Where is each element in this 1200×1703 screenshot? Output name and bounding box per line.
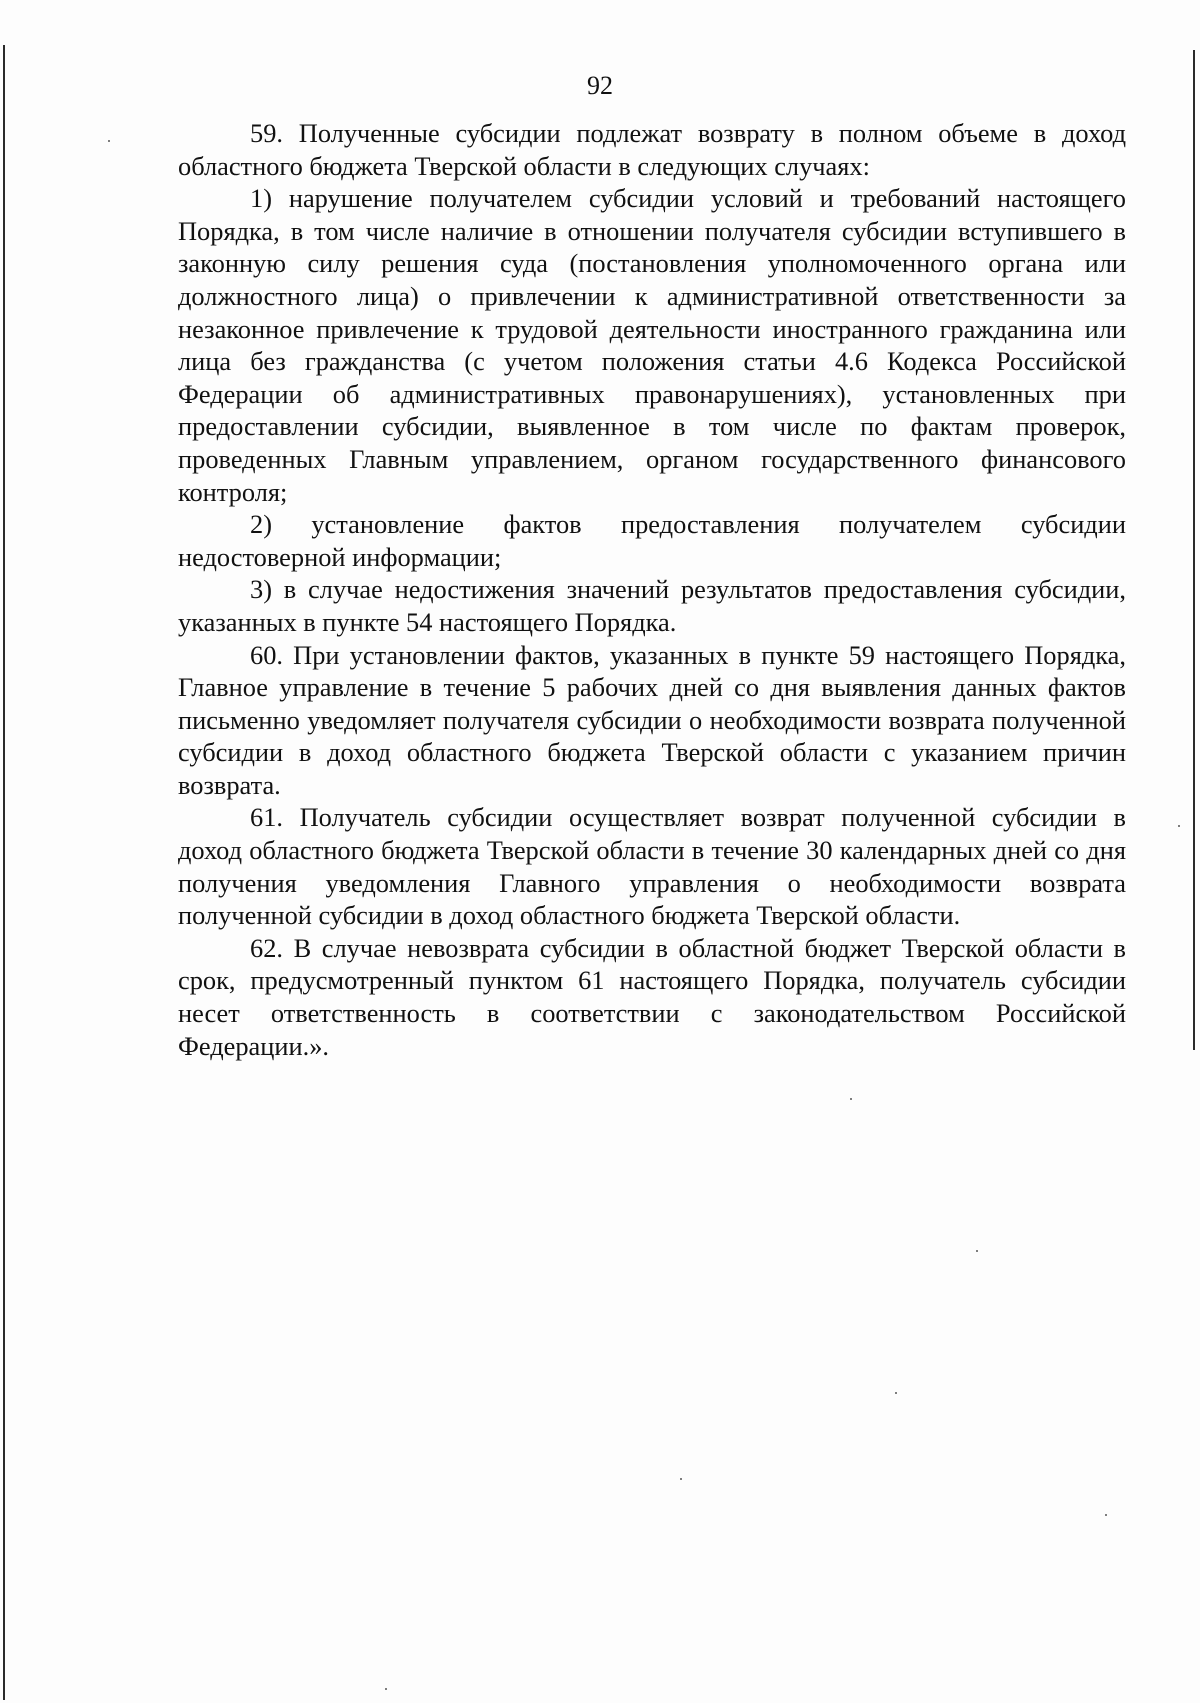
paragraph-59-item-1: 1) нарушение получателем субсидии условий и требований настоящего Порядка, в том числе наличие в отношении получателя субсидии вступившего в законную силу решения суда (постановления уполномоченного органа или должностного лица) о привлечении к административной ответственности за незаконное привлечение к трудовой деятельности иностранного гражданина или лица без гражданства (с учетом положения статьи 4.6 Кодекса Российской Федерации об административных правонарушениях), установленных при предоставлении субсидии, выявленное в том числе по фактам проверок, проведенных Главным управлением, органом государственного финансового контроля;	[178, 183, 1126, 507]
scan-speck	[680, 1478, 682, 1480]
paragraph-59-item-3: 3) в случае недостижения значений результатов предоставления субсидии, указанных в пункте 54 настоящего Порядка.	[178, 574, 1126, 637]
page-number: 92	[587, 71, 613, 100]
scan-edge-right	[1193, 50, 1195, 1050]
document-body	[178, 117, 1126, 1062]
paragraph-60: 60. При установлении фактов, указанных в пункте 59 настоящего Порядка, Главное управление в течение 5 рабочих дней со дня выявления данных фактов письменно уведомляет получателя субсидии о необходимости возврата полученной субсидии в доход областного бюджета Тверской области с указанием причин возврата.	[178, 639, 1126, 800]
paragraph-61: 61. Получатель субсидии осуществляет возврат полученной субсидии в доход областного бюджета Тверской области в течение 30 календарных дней со дня получения уведомления Главного управления о необходимости возврата полученной субсидии в доход областного бюджета Тверской области.	[178, 802, 1126, 931]
scan-speck	[850, 1098, 852, 1100]
paragraph-59-item-2: 2) установление фактов предоставления получателем субсидии недостоверной информации;	[178, 509, 1126, 572]
paragraph-62: 62. В случае невозврата субсидии в областной бюджет Тверской области в срок, предусмотренный пунктом 61 настоящего Порядка, получатель субсидии несет ответственность в соответствии с законодательством Российской Федерации.».	[178, 932, 1126, 1061]
scan-speck	[1178, 825, 1180, 827]
scan-speck	[976, 1250, 978, 1252]
scan-speck	[895, 1392, 897, 1394]
scan-speck	[108, 140, 110, 142]
scan-speck	[385, 1688, 387, 1690]
scan-speck	[1105, 1514, 1107, 1516]
paragraph-59: 59. Полученные субсидии подлежат возврату в полном объеме в доход областного бюджета Тверской области в следующих случаях:	[178, 118, 1126, 181]
scan-edge-left	[3, 45, 5, 1700]
